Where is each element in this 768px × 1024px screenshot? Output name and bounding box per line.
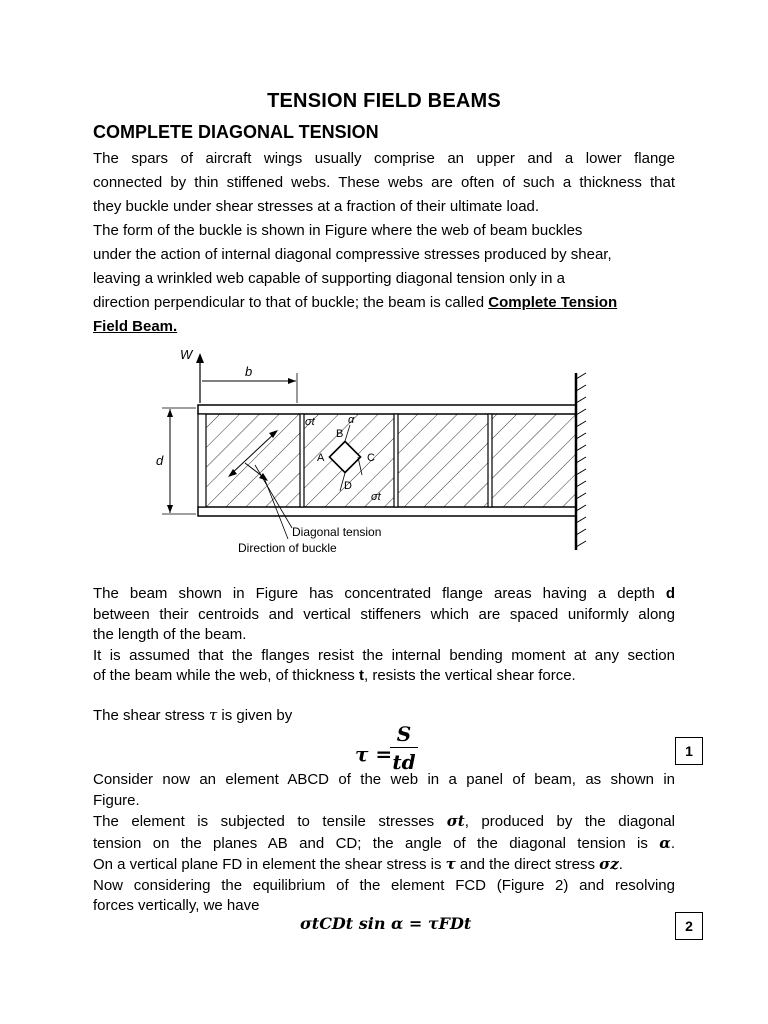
sigma-z-symbol: σz xyxy=(599,855,619,873)
intro-paragraph xyxy=(93,147,675,339)
sigma-top-label: σt xyxy=(305,416,315,428)
alpha-symbol: α xyxy=(659,833,671,852)
text-fragment: The shear stress xyxy=(93,707,209,724)
depth-label: d xyxy=(156,453,164,468)
wall-hatching xyxy=(576,373,586,547)
direction-buckle-label: Direction of buckle xyxy=(238,541,337,555)
beam-description xyxy=(93,584,675,687)
text-line: The form of the buckle is shown in Figure where the web of beam buckles xyxy=(93,222,583,239)
text-fragment: direction perpendicular to that of buckle; the beam is called xyxy=(93,294,489,311)
text-line xyxy=(93,833,675,855)
stiffener xyxy=(198,414,206,507)
equation-2: σtCDt sin α = τFDt xyxy=(300,914,472,933)
defined-term: Field Beam. xyxy=(93,318,178,335)
text-line: forces vertically, we have xyxy=(93,897,260,914)
text-line: The spars of aircraft wings usually comprise an upper and a lower flange xyxy=(93,150,675,167)
stiffener xyxy=(488,414,492,507)
diagonal-tension-label: Diagonal tension xyxy=(292,525,382,539)
text-line: Figure. xyxy=(93,791,140,809)
text-line xyxy=(93,291,675,315)
text-line: leaving a wrinkled web capable of supporting diagonal tension only in a xyxy=(93,270,565,287)
text-line: Now considering the equilibrium of the element FCD (Figure 2) and resolving xyxy=(93,876,675,894)
spacing-label: b xyxy=(245,364,253,379)
text-fragment: , resists the vertical shear force. xyxy=(363,667,576,684)
point-c-label: C xyxy=(367,452,375,464)
text-fragment: The beam shown in Figure has concentrated flange areas having a depth xyxy=(93,585,666,602)
load-arrow-head xyxy=(196,353,204,363)
text-fragment: of the beam while the web, of thickness xyxy=(93,667,359,684)
text-fragment: The element is subjected to tensile stresses xyxy=(93,813,447,830)
section-heading: COMPLETE DIAGONAL TENSION xyxy=(93,122,379,142)
shear-intro xyxy=(93,706,292,724)
web-panel xyxy=(492,414,576,507)
text-fragment: and the direct stress xyxy=(455,856,600,873)
page-title: TENSION FIELD BEAMS xyxy=(267,90,501,112)
text-line xyxy=(93,666,675,687)
stiffener xyxy=(300,414,304,507)
tau-symbol: τ xyxy=(445,855,456,873)
text-line xyxy=(93,811,675,833)
text-line: It is assumed that the flanges resist the internal bending moment at any section xyxy=(93,646,675,664)
text-line: connected by thin stiffened webs. These webs are often of such a thickness that xyxy=(93,174,675,191)
web-panel xyxy=(398,414,488,507)
tau-symbol: τ xyxy=(208,706,218,724)
text-line: Consider now an element ABCD of the web in a panel of beam, as shown in xyxy=(93,771,675,788)
text-fragment: On a vertical plane FD in element the shear stress is xyxy=(93,856,446,873)
alpha-label: α xyxy=(348,414,355,426)
equation-1-numerator: S xyxy=(390,722,418,748)
text-line xyxy=(93,315,675,339)
web-panel xyxy=(206,414,300,507)
stiffener xyxy=(394,414,398,507)
bottom-flange xyxy=(198,507,576,516)
text-line: they buckle under shear stresses at a fraction of their ultimate load. xyxy=(93,198,540,215)
text-line xyxy=(93,854,675,876)
element-description xyxy=(93,770,675,917)
text-fragment: . xyxy=(670,834,675,852)
sigma-t-symbol: σt xyxy=(446,812,465,830)
point-a-label: A xyxy=(317,452,325,464)
point-d-label: D xyxy=(344,480,352,492)
text-fragment: is given by xyxy=(217,707,293,724)
text-fragment: , produced by the diagonal xyxy=(464,813,675,830)
text-line: under the action of internal diagonal compressive stresses produced by shear, xyxy=(93,246,612,263)
text-line xyxy=(93,584,675,605)
equation-1-number: 1 xyxy=(675,737,703,765)
text-line: the length of the beam. xyxy=(93,626,247,643)
equation-1-lhs: τ = xyxy=(355,742,393,766)
sigma-bottom-label: σt xyxy=(371,491,381,503)
equation-2-number: 2 xyxy=(675,912,703,940)
text-fragment: tension on the planes AB and CD; the angle of the diagonal tension is xyxy=(93,834,660,852)
beam-figure xyxy=(150,345,610,560)
load-label: W xyxy=(180,347,193,362)
text-line: between their centroids and vertical stiffeners which are spaced uniformly along xyxy=(93,605,675,623)
text-fragment: . xyxy=(618,856,623,873)
top-flange xyxy=(198,405,576,414)
variable-t: t xyxy=(358,667,364,684)
equation-1-denominator: td xyxy=(392,750,416,774)
defined-term: Complete Tension xyxy=(488,294,618,311)
variable-d: d xyxy=(665,585,675,602)
point-b-label: B xyxy=(336,428,344,440)
